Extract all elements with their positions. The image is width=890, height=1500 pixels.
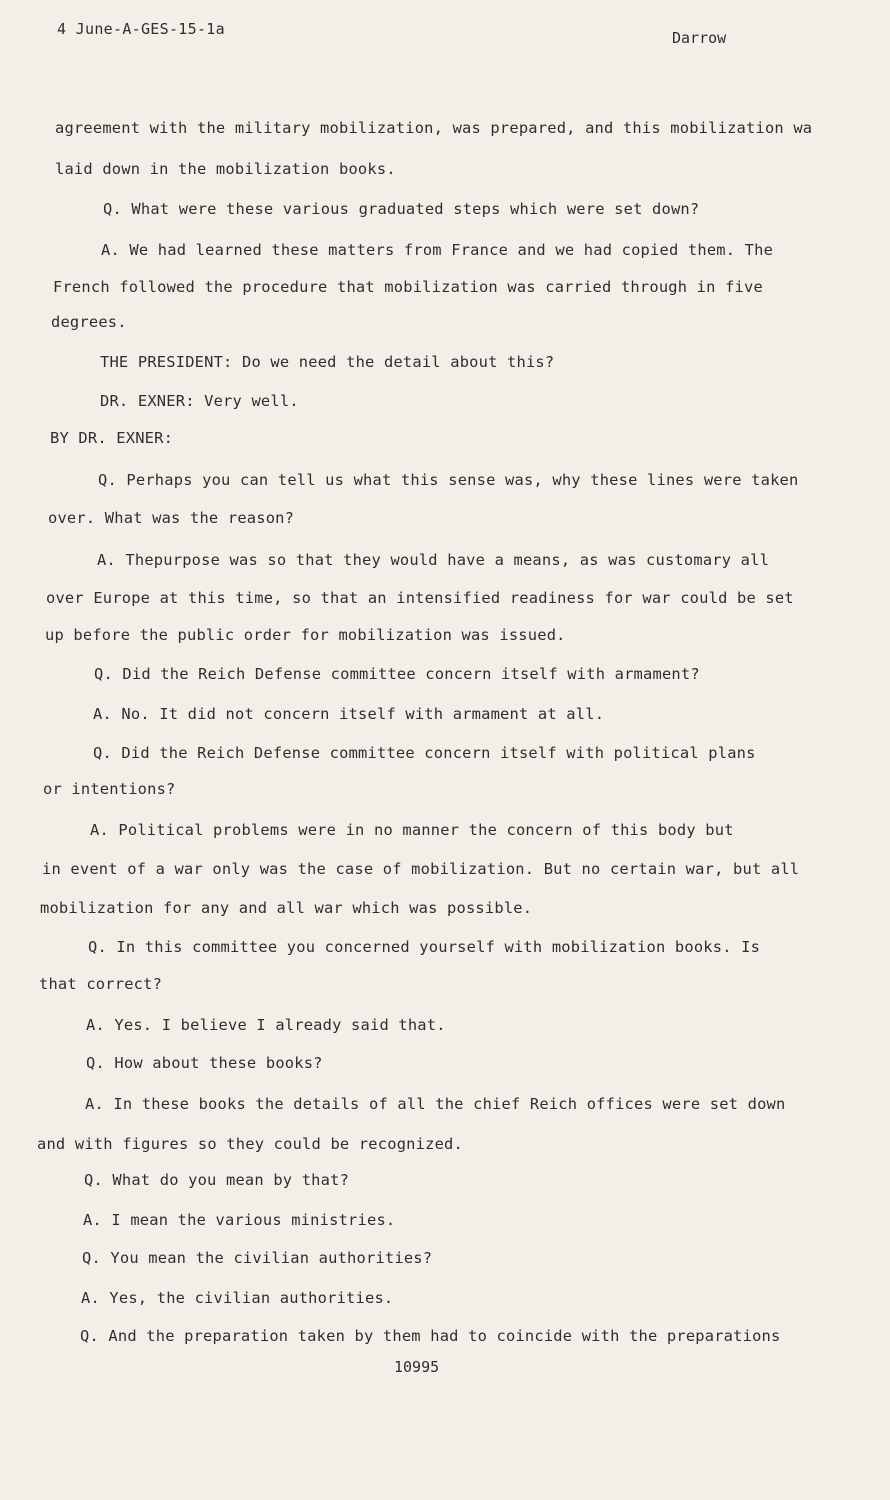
transcript-line: Q. Perhaps you can tell us what this sense was, why these lines were taken: [98, 471, 799, 489]
reporter-name: Darrow: [672, 29, 727, 47]
transcript-line: Q. You mean the civilian authorities?: [82, 1249, 433, 1267]
transcript-line: BY DR. EXNER:: [50, 429, 174, 447]
document-reference: 4 June-A-GES-15-1a: [57, 20, 225, 38]
transcript-line: degrees.: [51, 313, 127, 331]
transcript-line: Q. Did the Reich Defense committee concern itself with political plans: [93, 744, 756, 762]
transcript-line: A. I mean the various ministries.: [83, 1211, 396, 1229]
transcript-line: or intentions?: [43, 780, 176, 798]
transcript-line: THE PRESIDENT: Do we need the detail about this?: [100, 353, 555, 371]
transcript-line: DR. EXNER: Very well.: [100, 392, 299, 410]
transcript-line: A. Yes, the civilian authorities.: [81, 1289, 394, 1307]
transcript-line: Q. Did the Reich Defense committee concern itself with armament?: [94, 665, 700, 683]
transcript-line: Q. What were these various graduated steps which were set down?: [103, 200, 700, 218]
transcript-line: laid down in the mobilization books.: [55, 160, 396, 178]
transcript-line: over Europe at this time, so that an intensified readiness for war could be set: [46, 589, 794, 607]
transcript-line: in event of a war only was the case of mobilization. But no certain war, but all: [42, 860, 800, 878]
transcript-line: Q. And the preparation taken by them had to coincide with the preparations: [80, 1327, 781, 1345]
transcript-line: A. In these books the details of all the chief Reich offices were set down: [85, 1095, 786, 1113]
transcript-line: that correct?: [39, 975, 163, 993]
page-number: 10995: [394, 1358, 440, 1376]
transcript-line: A. Yes. I believe I already said that.: [86, 1016, 446, 1034]
transcript-line: Q. How about these books?: [86, 1054, 323, 1072]
transcript-line: Q. What do you mean by that?: [84, 1171, 350, 1189]
transcript-line: up before the public order for mobilization was issued.: [45, 626, 566, 644]
transcript-line: agreement with the military mobilization, was prepared, and this mobilization wa: [55, 119, 813, 137]
transcript-line: A. Political problems were in no manner the concern of this body but: [90, 821, 734, 839]
transcript-line: mobilization for any and all war which was possible.: [40, 899, 533, 917]
transcript-line: French followed the procedure that mobilization was carried through in five: [53, 278, 763, 296]
transcript-line: A. We had learned these matters from France and we had copied them. The: [101, 241, 774, 259]
transcript-line: Q. In this committee you concerned yourself with mobilization books. Is: [88, 938, 761, 956]
transcript-line: over. What was the reason?: [48, 509, 295, 527]
transcript-line: A. Thepurpose was so that they would have a means, as was customary all: [97, 551, 770, 569]
transcript-line: and with figures so they could be recognized.: [37, 1135, 463, 1153]
transcript-line: A. No. It did not concern itself with armament at all.: [93, 705, 605, 723]
